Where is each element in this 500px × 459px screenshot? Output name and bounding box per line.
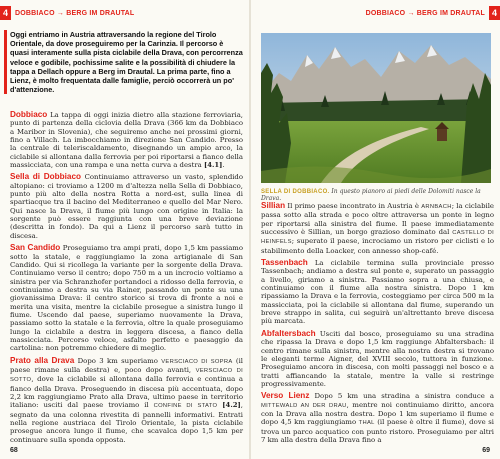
stage-intro bbox=[10, 30, 244, 94]
map-reference: [4.1] bbox=[203, 161, 223, 170]
paragraph-abfaltersbach bbox=[261, 329, 494, 388]
running-header-title: DOBBIACO → BERG IM DRAUTAL bbox=[15, 9, 135, 17]
intro-text: Oggi entriamo in Austria attraversando la regione del Tirolo Orientale, da dove proseguiremo per la Carinzia. Il percorso è quasi interamente sulla pista ciclabile della Drava, con percorrenza veloce e godibile, pochissime salite e la possibilità di chiudere la tappa a Dellach oppure a Berg im Drautal. La prima parte, fino a Lienz, è molto frequentata dalle famiglie, perciò occorrerà un po' d'attenzione. bbox=[10, 30, 243, 95]
place-name: ARNBACH bbox=[421, 204, 452, 210]
paragraph-text: Proseguiamo tra ampi prati, dopo 1,5 km passiamo sotto la statale, e raggiungiamo la zona artigianale di San Candido. Qui si ricollega la variante per la sorgente della Drava. Continuiamo verso il centro; dopo 750 m a un incrocio voltiamo a sinistra per via Schranzhofer portandoci a ridosso della ferrovia, e continuiamo a destra su via Rainer, passando un ponte su una giovanissima Drava: il centro storico si trova di fronte a noi e merita una visita, mentre la ciclabile prosegue a sinistra lungo il fiume. Uscendo dal paese, superiamo nuovamente la Drava, passiamo sotto la statale e la ferrovia, oltre la quale proseguiamo lungo la ciclabile a destra in leggera discesa, a fianco della massicciata. Percorso veloce, asfalto perfetto e paesaggio da cartolina: non potremmo chiedere di meglio. bbox=[10, 244, 243, 353]
right-body-text bbox=[261, 201, 494, 447]
map-reference: [4.2] bbox=[222, 401, 241, 410]
paragraph-verso-lienz bbox=[261, 391, 494, 444]
section-keyword: Sillian bbox=[261, 201, 286, 210]
paragraph-text: Dopo 5 km una stradina a sinistra conduce a bbox=[309, 392, 494, 401]
paragraph-text: , mentre noi continuiamo diritto, ancora con la Drava alla nostra destra. Dopo 1 km superiamo il fiume e dopo 4,5 km raggiungiamo bbox=[261, 400, 495, 427]
paragraph-text: , dove la ciclabile si allontana dalla ferrovia e continua a fianco della Drava. Proseguendo in discesa più accentuata, dopo 2,2 km raggiungiamo Prato alla Drava, ultimo paese in territorio italiano: usciti dal paese troviamo il bbox=[10, 375, 243, 410]
section-keyword: Tassenbach bbox=[261, 258, 308, 268]
paragraph-sella-di-dobbiaco bbox=[10, 172, 243, 240]
running-header-title: DOBBIACO → BERG IM DRAUTAL bbox=[365, 9, 485, 17]
paragraph-text: La tappa di oggi inizia dietro alla stazione ferroviaria, punto di partenza della ciclovia della Drava (366 km da Dobbiaco a Maribor in Slovenia), che seguiremo anche nei prossimi giorni, fino a Villach. La imbocchiamo in direzione San Candido. Presso la centrale di teleriscaldamento, disegnando un ampio arco, la ciclabile si allontana dalla ferrovia per poi riportarsi a fianco della massicciata, con una rampa e una netta curva a destra bbox=[10, 111, 243, 170]
landscape-photo bbox=[261, 33, 491, 183]
section-keyword: Verso Lienz bbox=[261, 391, 310, 401]
section-keyword: Dobbiaco bbox=[10, 110, 48, 119]
paragraph-text: ; la ciclabile passa sotto alla strada e poco oltre attraversa un ponte in legno per riportarsi alla sinistra del fiume. Il paese immediatamente successivo è Sillian, un borgo grazioso dominato dal bbox=[261, 202, 494, 237]
paragraph-tassenbach bbox=[261, 258, 494, 326]
paragraph-text: ; superato il paese, incrociamo un ristoro per ciclisti e lo stabilimento della Loacker, con annesso shop-café. bbox=[261, 237, 494, 255]
page-number: 69 bbox=[482, 447, 490, 454]
place-name: CASTELLO DI HEINFELS bbox=[261, 230, 494, 246]
chapter-number-badge: 4 bbox=[0, 6, 11, 20]
photo-caption bbox=[261, 188, 493, 202]
paragraph-text: , segnato da una colonna rivestita di pannelli informativi. Entrati nella regione austriaca del Tirolo Orientale, la pista ciclabile prosegue ancora lungo il fiume, che scavalca dopo 1,5 km per continuare sulla sponda opposta. bbox=[10, 401, 243, 444]
page-number: 68 bbox=[10, 447, 18, 454]
place-name: THAL bbox=[358, 420, 375, 427]
paragraph-sillian bbox=[261, 201, 494, 255]
left-page bbox=[0, 0, 249, 459]
chapter-number-badge: 4 bbox=[489, 6, 500, 20]
caption-text: In questo pianoro ai piedi delle Dolomiti nasce la Drava. bbox=[261, 188, 481, 202]
section-keyword: Prato alla Drava bbox=[10, 355, 75, 365]
left-body-text bbox=[10, 110, 243, 447]
paragraph-text: (il paese rimane sulla destra) e, poco dopo avanti, bbox=[10, 356, 243, 374]
section-keyword: Abfaltersbach bbox=[261, 328, 316, 338]
paragraph-text: (il paese è oltre il fiume), dove si trova un parco acquatico con punto ristoro. Proseguiamo per altri 7 km alla destra della Drava fino a bbox=[261, 418, 494, 444]
paragraph-text: . bbox=[222, 161, 225, 170]
right-page bbox=[251, 0, 500, 459]
paragraph-dobbiaco bbox=[10, 110, 243, 169]
right-running-header bbox=[366, 6, 500, 20]
paragraph-text: La ciclabile termina sulla provinciale presso Tassenbach; andiamo a destra sul ponte e, superato un passaggio a livello, giriamo a sinistra. Passiamo sopra a una chiusa, e continuiamo con il fiume alla nostra sinistra. Dopo 1 km ripassiamo la Drava e la ferrovia, costeggiamo per circa 500 m la massicciata, poi la ciclabile si allontana dal fiume, superando un breve strappo in salita, cui seguirà un'altrettanto breve discesa più marcata. bbox=[261, 259, 494, 326]
caption-title: SELLA DI DOBBIACO. bbox=[261, 189, 330, 195]
section-keyword: Sella di Dobbiaco bbox=[10, 172, 82, 182]
section-keyword: San Candido bbox=[10, 243, 61, 253]
paragraph-prato-alla-drava bbox=[10, 356, 243, 444]
place-name: CONFINE DI STATO bbox=[153, 403, 218, 410]
left-running-header bbox=[0, 6, 134, 20]
paragraph-text: Usciti dal bosco, proseguiamo su una stradina che ripassa la Drava e dopo 1,5 km raggiunge Abfaltersbach: il centro rimane sulla sinistra, mentre alla nostra destra si trovano le eleganti terme Aigner, del XVIII secolo, tuttora in funzione. Proseguiamo ancora in discesa, con molti passaggi nel bosco e a tratti affiancando la statale, mentre la valle si restringe progressivamente. bbox=[261, 329, 494, 388]
paragraph-text: Continuiamo attraverso un vasto, splendido altopiano: ci troviamo a 1200 m d'altezza nella Sella di Dobbiaco, punto più alto della nostra Rotta a nord-est, sulla linea di spartiacque tra il bacino del Mediterraneo e quello del Mar Nero. Qui nasce la Drava, il fiume più lungo con origine in Italia: la sorgente può essere raggiunta con una breve deviazione (descritta in fondo). Da qui a Lienz il percorso sarà tutto in discesa. bbox=[10, 173, 243, 240]
paragraph-text: Il primo paese incontrato in Austria è bbox=[285, 202, 422, 210]
paragraph-san-candido bbox=[10, 243, 243, 352]
place-name: VERSCIACO DI SOTTO bbox=[10, 367, 243, 384]
place-name: MITTEWALD AN DER DRAU bbox=[261, 402, 347, 409]
paragraph-text: Dopo 3 km superiamo bbox=[74, 356, 162, 365]
intro-accent-bar bbox=[4, 30, 7, 94]
place-name: VERSCIACO DI SOPRA bbox=[161, 358, 233, 365]
photo-illustration bbox=[261, 33, 491, 183]
